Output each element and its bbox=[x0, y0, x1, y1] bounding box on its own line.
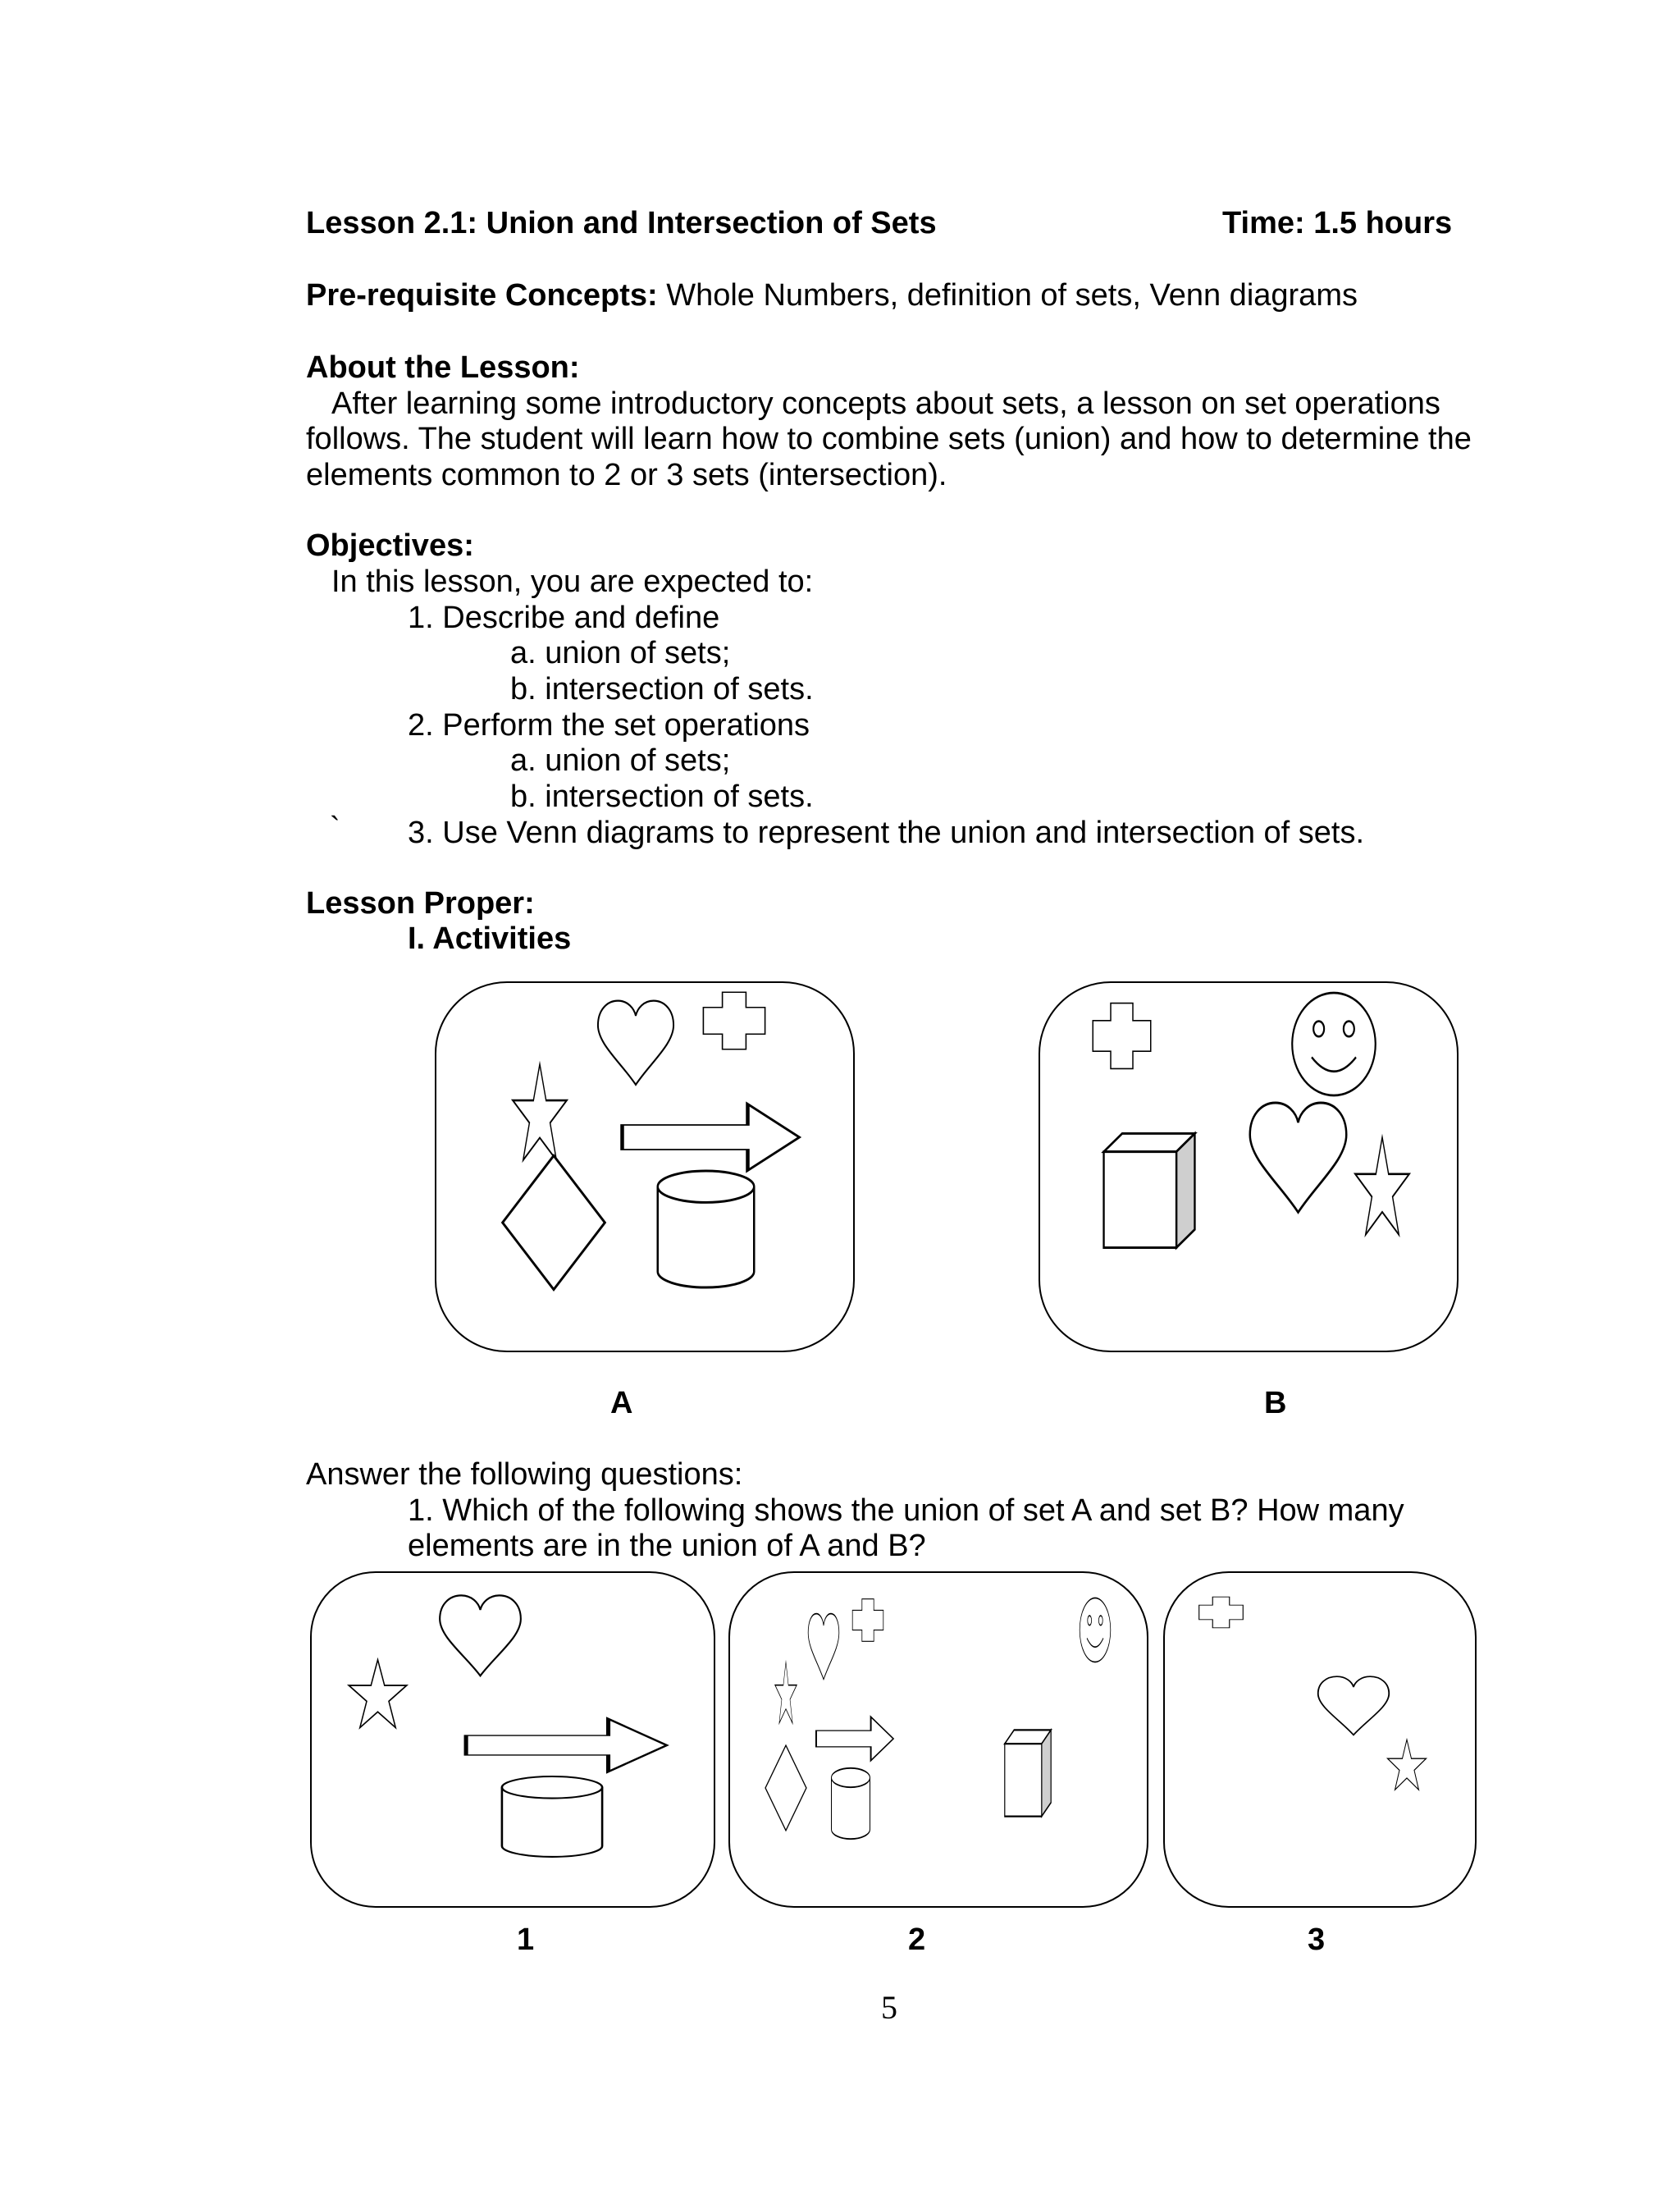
stray-backtick: ` bbox=[330, 812, 340, 846]
set-b-label: B bbox=[1264, 1386, 1287, 1420]
set-a-label: A bbox=[610, 1386, 633, 1420]
cross-icon bbox=[851, 1598, 884, 1643]
objective-1a: a. union of sets; bbox=[510, 636, 731, 670]
objective-1: 1. Describe and define bbox=[408, 601, 720, 635]
star-icon bbox=[511, 1061, 568, 1168]
lesson-title: Lesson 2.1: Union and Intersection of Sets bbox=[306, 206, 937, 240]
smiley-face-icon bbox=[1290, 990, 1378, 1099]
objective-3: 3. Use Venn diagrams to represent the union and intersection of sets. bbox=[408, 816, 1365, 850]
objective-2b: b. intersection of sets. bbox=[510, 780, 814, 814]
prerequisite-line bbox=[306, 277, 1358, 313]
heart-icon bbox=[437, 1592, 523, 1682]
arrow-icon bbox=[619, 1101, 803, 1173]
box-icon bbox=[1003, 1727, 1052, 1819]
diamond-icon bbox=[765, 1744, 807, 1832]
heart-icon bbox=[1316, 1674, 1391, 1740]
arrow-icon bbox=[815, 1715, 895, 1763]
arrow-icon bbox=[462, 1717, 671, 1774]
box-icon bbox=[1101, 1130, 1198, 1251]
cylinder-icon bbox=[655, 1168, 757, 1290]
cylinder-icon bbox=[499, 1775, 605, 1859]
cylinder-icon bbox=[830, 1767, 871, 1840]
diamond-icon bbox=[500, 1153, 607, 1292]
questions-intro: Answer the following questions: bbox=[306, 1457, 743, 1492]
objective-2: 2. Perform the set operations bbox=[408, 708, 810, 743]
objective-1b: b. intersection of sets. bbox=[510, 672, 814, 706]
heart-icon bbox=[596, 997, 676, 1091]
star-icon bbox=[1386, 1738, 1427, 1794]
choice-1-label: 1 bbox=[517, 1923, 535, 1957]
lesson-time: Time: 1.5 hours bbox=[1222, 206, 1453, 240]
heart-icon bbox=[807, 1611, 840, 1685]
question-1-line-2: elements are in the union of A and B? bbox=[408, 1529, 926, 1563]
question-1-line-1: 1. Which of the following shows the union of set A and set B? How many bbox=[408, 1493, 1404, 1528]
about-line-2: follows. The student will learn how to combine sets (union) and how to determine the bbox=[306, 422, 1472, 456]
objectives-intro: In this lesson, you are expected to: bbox=[331, 565, 814, 599]
objective-2a: a. union of sets; bbox=[510, 743, 731, 778]
heart-icon bbox=[1247, 1098, 1349, 1221]
smiley-face-icon bbox=[1079, 1596, 1112, 1664]
cross-icon bbox=[1091, 1001, 1153, 1071]
activities-heading: I. Activities bbox=[408, 921, 572, 956]
cross-icon bbox=[1198, 1596, 1244, 1629]
choice-2-label: 2 bbox=[908, 1923, 926, 1957]
about-line-1: After learning some introductory concepts about sets, a lesson on set operations bbox=[331, 386, 1440, 421]
star-icon bbox=[1354, 1134, 1411, 1242]
cross-icon bbox=[701, 990, 767, 1051]
lesson-proper-heading: Lesson Proper: bbox=[306, 886, 535, 921]
page-number: 5 bbox=[881, 1989, 897, 2026]
choice-3-label: 3 bbox=[1308, 1923, 1326, 1957]
about-line-3: elements common to 2 or 3 sets (intersection). bbox=[306, 458, 947, 492]
about-heading: About the Lesson: bbox=[306, 350, 580, 385]
prerequisite-text: Whole Numbers, definition of sets, Venn diagrams bbox=[657, 278, 1358, 313]
star-icon bbox=[347, 1657, 409, 1733]
objectives-heading: Objectives: bbox=[306, 528, 474, 563]
star-icon bbox=[774, 1660, 797, 1728]
prerequisite-label: Pre-requisite Concepts: bbox=[306, 278, 658, 313]
